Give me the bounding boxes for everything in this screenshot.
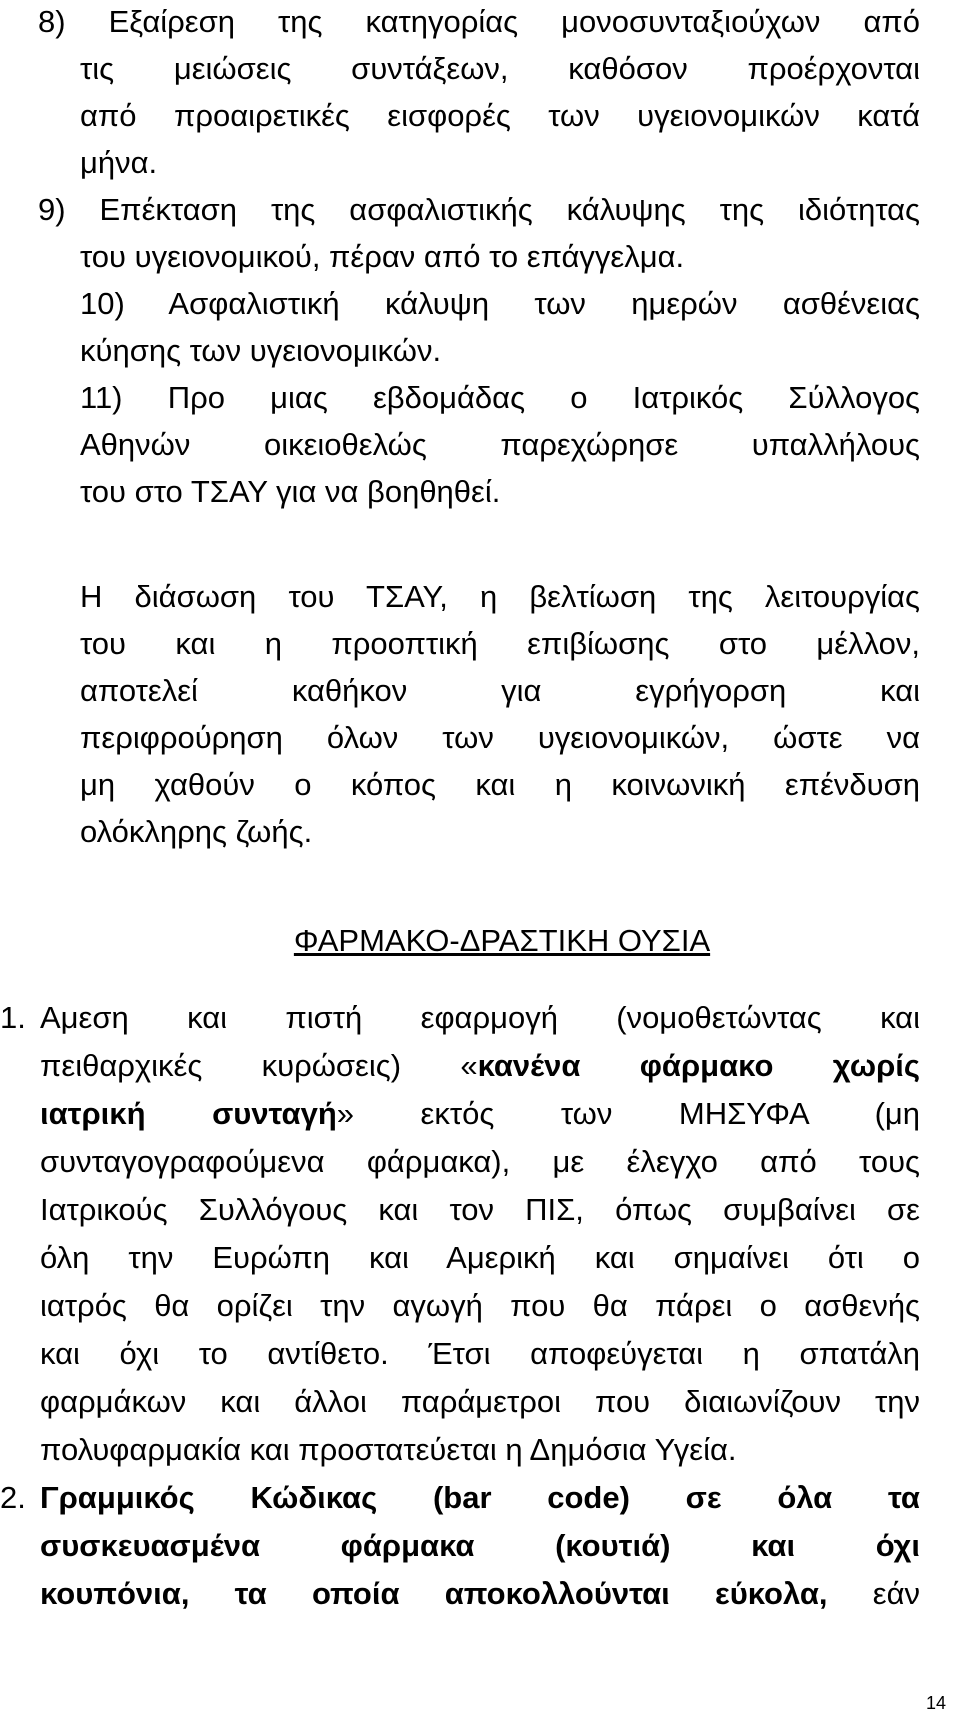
item-9-line-1: 9) Επέκταση της ασφαλιστικής κάλυψης της ιδιότητας <box>38 192 920 227</box>
item-1-line-3-normal: » εκτός των ΜΗΣΥΦΑ (μη <box>336 1096 920 1131</box>
item-2-line-2: συσκευασμένα φάρμακα (κουτιά) και όχι <box>40 1528 920 1563</box>
item-1-line-3 <box>40 1094 920 1134</box>
item-2-line-3-normal: εάν <box>872 1576 920 1611</box>
item-8-line-2: τις μειώσεις συντάξεων, καθόσον προέρχονται <box>80 51 920 86</box>
item-1-line-1: Αμεση και πιστή εφαρμογή (νομοθετώντας και <box>40 1000 920 1035</box>
item-2-line-1: Γραμμικός Κώδικας (bar code) σε όλα τα <box>40 1480 920 1515</box>
item-1-number: 1. <box>0 1000 26 1035</box>
item-1-line-5: Ιατρικούς Συλλόγους και τον ΠΙΣ, όπως συμβαίνει σε <box>40 1192 920 1227</box>
item-1-line-6: όλη την Ευρώπη και Αμερική και σημαίνει ότι ο <box>40 1240 920 1275</box>
closing-paragraph-line-1: Η διάσωση του ΤΣΑΥ, η βελτίωση της λειτουργίας <box>80 579 920 614</box>
item-1-line-2-normal: πειθαρχικές κυρώσεις) « <box>40 1048 478 1083</box>
item-11-line-2: Αθηνών οικειοθελώς παρεχώρησε υπαλλήλους <box>80 427 920 462</box>
closing-paragraph-line-6: ολόκληρης ζωής. <box>80 814 313 849</box>
item-1-line-7: ιατρός θα ορίζει την αγωγή που θα πάρει ο ασθενής <box>40 1288 920 1323</box>
closing-paragraph-line-5: μη χαθούν ο κόπος και η κοινωνική επένδυση <box>80 767 920 802</box>
closing-paragraph-line-4: περιφρούρηση όλων των υγειονομικών, ώστε να <box>80 720 920 755</box>
item-1-line-9: φαρμάκων και άλλοι παράμετροι που διαιωνίζουν την <box>40 1384 920 1419</box>
item-10-line-1: 10) Ασφαλιστική κάλυψη των ημερών ασθένειας <box>80 286 920 321</box>
item-8-line-3: από προαιρετικές εισφορές των υγειονομικών κατά <box>80 98 920 133</box>
item-11-line-1: 11) Προ μιας εβδομάδας ο Ιατρικός Σύλλογος <box>80 380 920 415</box>
item-8-line-1: 8) Εξαίρεση της κατηγορίας μονοσυνταξιούχων από <box>38 4 920 39</box>
closing-paragraph-line-2: του και η προοπτική επιβίωσης στο μέλλον, <box>80 626 920 661</box>
item-1-line-3-bold: ιατρική συνταγή <box>40 1096 337 1131</box>
item-1-line-4: συνταγογραφούμενα φάρμακα), με έλεγχο από τους <box>40 1144 920 1179</box>
section-heading: ΦΑΡΜΑΚΟ-ΔΡΑΣΤΙΚΗ ΟΥΣΙΑ <box>293 923 711 958</box>
item-1-line-10: πολυφαρμακία και προστατεύεται η Δημόσια Υγεία. <box>40 1432 737 1467</box>
item-1-line-2-bold: κανένα φάρμακο χωρίς <box>477 1048 920 1083</box>
page-number: 14 <box>926 1693 947 1713</box>
item-2-number: 2. <box>0 1480 26 1515</box>
item-9-line-2: του υγειονομικού, πέραν από το επάγγελμα. <box>80 239 685 274</box>
item-8-line-4: μήνα. <box>80 145 158 180</box>
closing-paragraph-line-3: αποτελεί καθήκον για εγρήγορση και <box>80 673 920 708</box>
item-10-line-2: κύησης των υγειονομικών. <box>80 333 442 368</box>
item-1-line-2 <box>40 1046 920 1086</box>
item-11-line-3: του στο ΤΣΑΥ για να βοηθηθεί. <box>80 474 501 509</box>
item-1-line-8: και όχι το αντίθετο. Έτσι αποφεύγεται η σπατάλη <box>40 1336 920 1371</box>
item-2-line-3-bold: κουπόνια, τα οποία αποκολλούνται εύκολα, <box>40 1576 828 1611</box>
item-2-line-3 <box>40 1574 920 1614</box>
